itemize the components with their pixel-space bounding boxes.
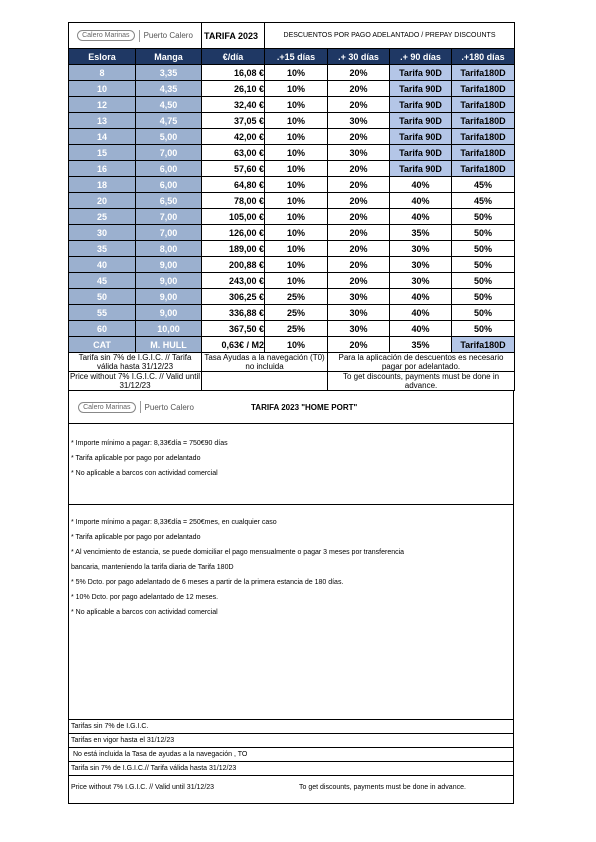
table-cell: 40% [390, 193, 452, 209]
table-cell: 8 [69, 65, 136, 81]
table-cell: 336,88 € [202, 305, 265, 321]
table-cell: 20% [328, 241, 390, 257]
table-cell: 40 [69, 257, 136, 273]
table-cell: 16,08 € [202, 65, 265, 81]
col-header: .+ 30 días [328, 49, 390, 65]
table-cell: 20% [328, 209, 390, 225]
table-cell: 10% [265, 273, 328, 289]
table-cell: 367,50 € [202, 321, 265, 337]
table-cell: 20% [328, 129, 390, 145]
table-cell: 10,00 [136, 321, 202, 337]
table-cell: 10% [265, 113, 328, 129]
foot-b1: Price without 7% I.G.I.C. // Valid until 31/12/23 [69, 372, 201, 390]
table-cell: Tarifa 90D [390, 145, 452, 161]
table-cell: Tarifa180D [452, 337, 515, 353]
home-section-2 [69, 505, 513, 719]
puerto-logo: Puerto Calero [143, 31, 193, 40]
table-row [69, 337, 515, 353]
table-cell: 6,00 [136, 161, 202, 177]
table-cell: 126,00 € [202, 225, 265, 241]
table-cell: Tarifa180D [452, 161, 515, 177]
table-cell: 78,00 € [202, 193, 265, 209]
table-cell: 25% [265, 305, 328, 321]
table-cell: 40% [390, 305, 452, 321]
brand-logo-2: Calero Marinas Puerto Calero [69, 401, 203, 413]
table-cell: 40% [390, 209, 452, 225]
table-cell: 25% [265, 289, 328, 305]
table-cell: 9,00 [136, 273, 202, 289]
home-note: * No aplicable a barcos con actividad comercial [71, 609, 218, 616]
table-row [69, 225, 515, 241]
table-cell: 20% [328, 161, 390, 177]
home-note: bancaria, manteniendo la tarifa diaria de Tarifa 180D [71, 564, 234, 571]
table-cell: 10% [265, 257, 328, 273]
table-cell: 13 [69, 113, 136, 129]
table-row [69, 97, 515, 113]
table-cell: 7,00 [136, 145, 202, 161]
table-cell: 200,88 € [202, 257, 265, 273]
table-cell: 35 [69, 241, 136, 257]
table-cell: 50% [452, 257, 515, 273]
rates-table [68, 22, 515, 391]
table-cell: 10% [265, 65, 328, 81]
table-row [69, 129, 515, 145]
table-cell: 45 [69, 273, 136, 289]
foot-a2: Tasa Ayudas a la navegación (T0) no incluida [202, 353, 328, 372]
home-line-1: Tarifas sin 7% de I.G.I.C. [69, 719, 513, 733]
table-cell: Tarifa180D [452, 145, 515, 161]
table-cell: 45% [452, 193, 515, 209]
home-port-box [68, 391, 514, 804]
home-title: TARIFA 2023 "HOME PORT" [251, 402, 358, 412]
table-cell: 10% [265, 81, 328, 97]
table-cell: 50% [452, 209, 515, 225]
table-cell: 20% [328, 273, 390, 289]
table-cell: 6,00 [136, 177, 202, 193]
table-cell: 30% [390, 257, 452, 273]
home-line-5a: Price without 7% I.G.I.C. // Valid until 31/12/23 [71, 784, 215, 791]
table-cell: 30% [390, 273, 452, 289]
table-row [69, 305, 515, 321]
table-cell: 3,35 [136, 65, 202, 81]
table-cell: Tarifa180D [452, 129, 515, 145]
table-cell: 10% [265, 161, 328, 177]
table-cell: Tarifa180D [452, 113, 515, 129]
table-cell: 8,00 [136, 241, 202, 257]
table-cell: 5,00 [136, 129, 202, 145]
table-cell: CAT [69, 337, 136, 353]
table-cell: 9,00 [136, 257, 202, 273]
home-note: * Tarifa aplicable por pago por adelantado [71, 455, 201, 462]
table-cell: 16 [69, 161, 136, 177]
table-cell: 10% [265, 97, 328, 113]
table-cell: Tarifa180D [452, 81, 515, 97]
table-cell: 20% [328, 193, 390, 209]
table-cell: 63,00 € [202, 145, 265, 161]
table-cell: 10% [265, 337, 328, 353]
table-cell: 10% [265, 225, 328, 241]
table-cell: 35% [390, 337, 452, 353]
table-cell: 6,50 [136, 193, 202, 209]
table-cell: 30% [328, 113, 390, 129]
table-cell: 42,00 € [202, 129, 265, 145]
table-cell: 37,05 € [202, 113, 265, 129]
table-cell: 50% [452, 289, 515, 305]
table-cell: 10% [265, 209, 328, 225]
table-cell: 20% [328, 65, 390, 81]
table-cell: 50 [69, 289, 136, 305]
home-section-1 [69, 424, 513, 505]
table-cell: Tarifa180D [452, 65, 515, 81]
table-cell: 50% [452, 241, 515, 257]
col-header: .+ 90 días [390, 49, 452, 65]
table-cell: 25% [265, 321, 328, 337]
table-row [69, 81, 515, 97]
table-cell: 10% [265, 145, 328, 161]
table-cell: 55 [69, 305, 136, 321]
table-cell: 105,00 € [202, 209, 265, 225]
home-note: * Importe mínimo a pagar: 8,33€día = 750€90 días [71, 440, 228, 447]
table-cell: 306,25 € [202, 289, 265, 305]
table-cell: 40% [390, 321, 452, 337]
table-cell: 10% [265, 177, 328, 193]
col-header: .+15 días [265, 49, 328, 65]
table-cell: 64,80 € [202, 177, 265, 193]
home-note: * 10% Dcto. por pago adelantado de 12 meses. [71, 594, 219, 601]
table-cell: 50% [452, 305, 515, 321]
home-note: * 5% Dcto. por pago adelantado de 6 meses a partir de la primera estancia de 180 días. [71, 579, 344, 586]
table-cell: 45% [452, 177, 515, 193]
home-line-2: Tarifas en vigor hasta el 31/12/23 [69, 733, 513, 747]
table-cell: 9,00 [136, 289, 202, 305]
table-row [69, 177, 515, 193]
table-cell: 20% [328, 337, 390, 353]
table-cell: 18 [69, 177, 136, 193]
home-note: * Importe mínimo a pagar: 8,33€día = 250€mes, en cualquier caso [71, 519, 277, 526]
table-cell: 30% [328, 305, 390, 321]
home-line-5b: To get discounts, payments must be done in advance. [299, 784, 466, 791]
table-cell: 10% [265, 241, 328, 257]
table-row [69, 161, 515, 177]
table-cell: 0,63€ / M2 [202, 337, 265, 353]
table-cell: 10% [265, 193, 328, 209]
table-cell: 35% [390, 225, 452, 241]
table-cell: 30 [69, 225, 136, 241]
table-cell: 40% [390, 177, 452, 193]
table-cell: 50% [452, 273, 515, 289]
table-cell: 7,00 [136, 225, 202, 241]
home-line-4: Tarifa sin 7% de I.G.I.C.// Tarifa válida hasta 31/12/23 [69, 761, 513, 775]
table-cell: Tarifa 90D [390, 113, 452, 129]
table-cell: 7,00 [136, 209, 202, 225]
foot-a1: Tarifa sin 7% de I.G.I.C. // Tarifa válida hasta 31/12/23 [69, 353, 202, 372]
table-cell: 26,10 € [202, 81, 265, 97]
table-row [69, 257, 515, 273]
discounts-header: DESCUENTOS POR PAGO ADELANTADO / PREPAY DISCOUNTS [265, 23, 515, 49]
home-note: * No aplicable a barcos con actividad comercial [71, 470, 218, 477]
col-header: Manga [136, 49, 202, 65]
table-cell: Tarifa 90D [390, 81, 452, 97]
table-cell: 20 [69, 193, 136, 209]
foot-b3: To get discounts, payments must be done in advance. [328, 372, 515, 391]
table-cell: 40% [390, 289, 452, 305]
table-row [69, 65, 515, 81]
table-cell: Tarifa 90D [390, 129, 452, 145]
table-cell: 14 [69, 129, 136, 145]
rate-sheet [68, 22, 514, 804]
table-cell: 20% [328, 225, 390, 241]
table-row [69, 289, 515, 305]
table-cell: 25 [69, 209, 136, 225]
table-cell: 60 [69, 321, 136, 337]
brand-logo [69, 23, 202, 49]
table-cell: 20% [328, 97, 390, 113]
col-header: €/día [202, 49, 265, 65]
table-cell: 20% [328, 81, 390, 97]
table-cell: 15 [69, 145, 136, 161]
table-cell: 4,50 [136, 97, 202, 113]
home-line-3: No está incluida la Tasa de ayudas a la navegación , TO [69, 747, 513, 761]
table-cell: Tarifa180D [452, 97, 515, 113]
table-row [69, 113, 515, 129]
table-cell: 243,00 € [202, 273, 265, 289]
table-cell: 30% [390, 241, 452, 257]
table-row [69, 321, 515, 337]
table-cell: 12 [69, 97, 136, 113]
table-row [69, 193, 515, 209]
table-cell: 20% [328, 257, 390, 273]
table-cell: 30% [328, 145, 390, 161]
table-row [69, 145, 515, 161]
table-row [69, 241, 515, 257]
table-cell: Tarifa 90D [390, 97, 452, 113]
table-cell: Tarifa 90D [390, 65, 452, 81]
col-header: .+180 días [452, 49, 515, 65]
table-cell: 4,35 [136, 81, 202, 97]
table-cell: 10 [69, 81, 136, 97]
home-note: * Tarifa aplicable por pago por adelantado [71, 534, 201, 541]
table-cell: 30% [328, 289, 390, 305]
table-cell: 10% [265, 129, 328, 145]
table-cell: 189,00 € [202, 241, 265, 257]
calero-logo: Calero Marinas [77, 30, 134, 41]
table-cell: 4,75 [136, 113, 202, 129]
table-cell: 50% [452, 225, 515, 241]
top-title: TARIFA 2023 [202, 23, 265, 49]
table-row [69, 273, 515, 289]
table-cell: 50% [452, 321, 515, 337]
table-cell: M. HULL [136, 337, 202, 353]
table-cell: Tarifa 90D [390, 161, 452, 177]
foot-a3: Para la aplicación de descuentos es necesario pagar por adelantado. [328, 353, 515, 372]
col-header: Eslora [69, 49, 136, 65]
table-cell: 30% [328, 321, 390, 337]
table-cell: 20% [328, 177, 390, 193]
home-note: * Al vencimiento de estancia, se puede domiciliar el pago mensualmente o pagar 3 meses por transferencia [71, 549, 405, 556]
table-cell: 32,40 € [202, 97, 265, 113]
table-cell: 57,60 € [202, 161, 265, 177]
table-cell: 9,00 [136, 305, 202, 321]
table-row [69, 209, 515, 225]
